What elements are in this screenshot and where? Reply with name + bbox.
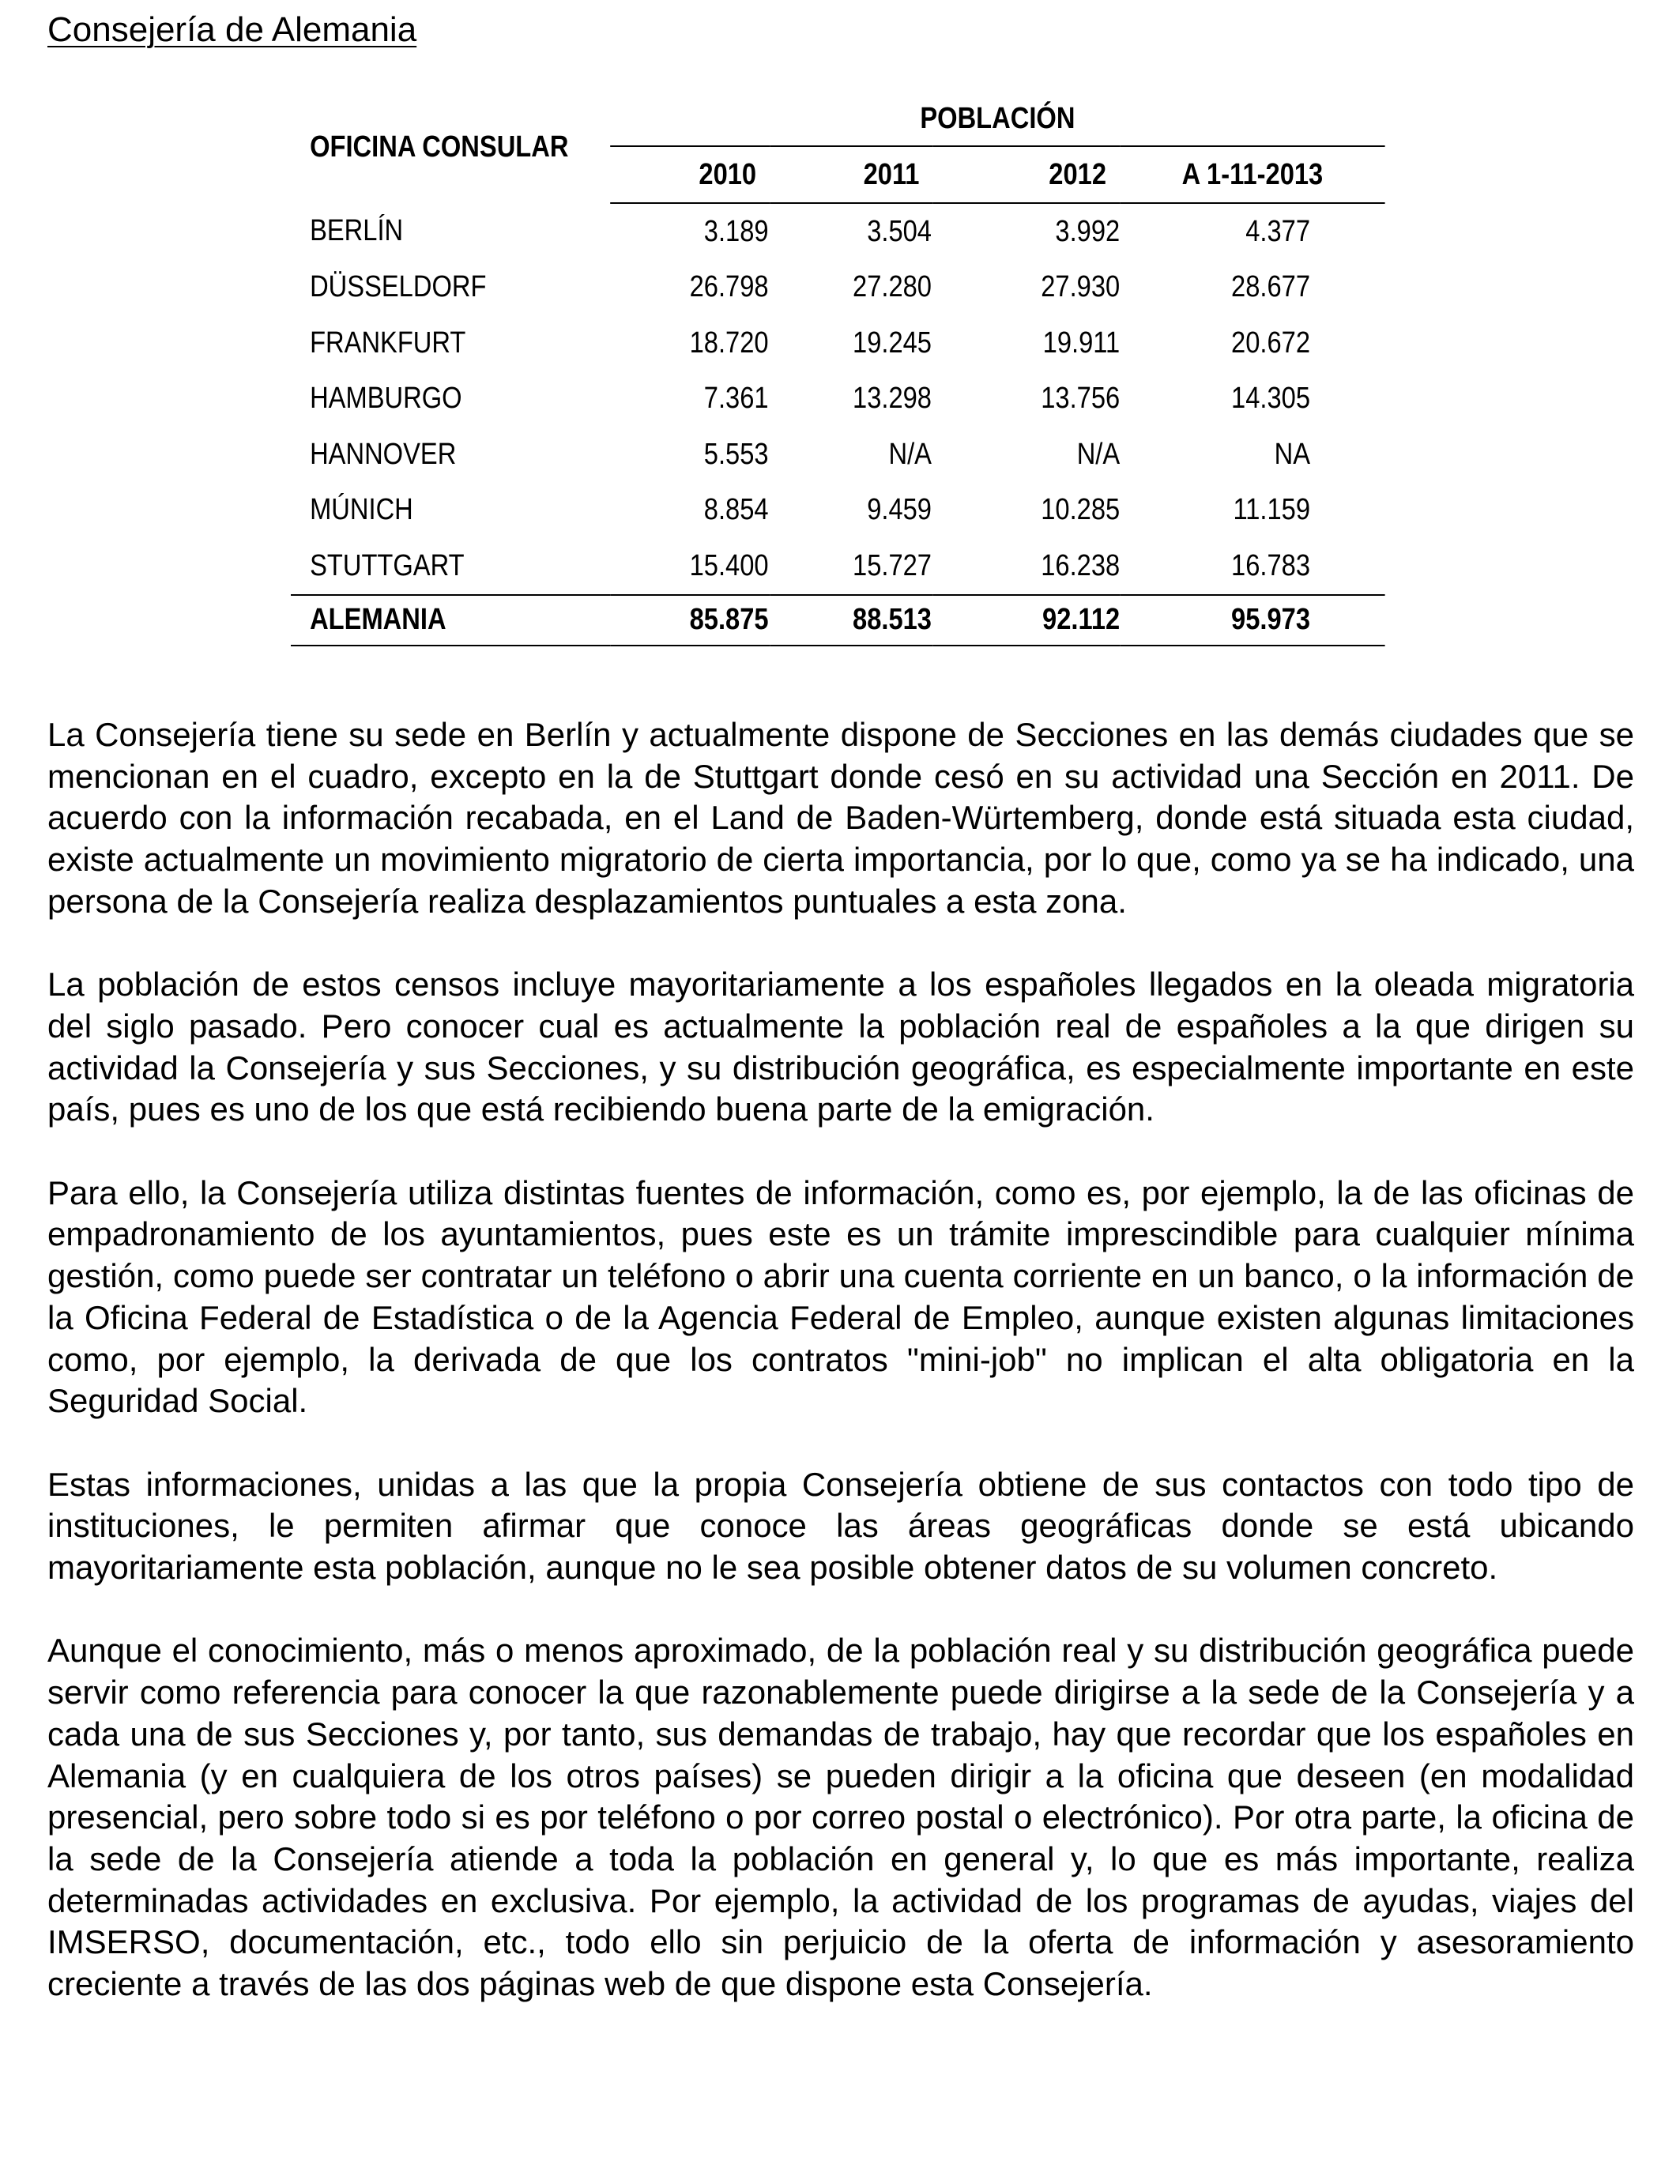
body-text: [47, 714, 1634, 2047]
population-table: [291, 92, 1385, 646]
table-row: [291, 315, 1385, 371]
paragraph: La Consejería tiene su sede en Berlín y actualmente dispone de Secciones en las demás ciudades que se mencionan en el cuadro, excepto en la de Stuttgart donde cesó en su actividad una Sección en 2011. De acuerdo con la información recabada, en el Land de Baden-Würtemberg, donde está situada esta ciudad, existe actualmente un movimiento migratorio de cierta importancia, por lo que, como ya se ha indicado, una persona de la Consejería realiza desplazamientos puntuales a esta zona.: [47, 716, 1634, 920]
population-value: 9.459: [867, 493, 932, 527]
total-value: 85.875: [610, 595, 770, 646]
population-value: 20.672: [1231, 326, 1310, 360]
population-value: 11.159: [1233, 493, 1310, 527]
population-value: 13.756: [1041, 382, 1121, 416]
population-value: 16.238: [1041, 548, 1121, 582]
total-value: 92.112: [933, 595, 1121, 646]
population-value: 14.305: [1231, 382, 1310, 416]
population-value: 10.285: [1041, 493, 1121, 527]
population-value: 27.930: [1041, 270, 1121, 304]
page-title: Consejería de Alemania: [47, 10, 417, 49]
population-value: 27.280: [853, 270, 932, 304]
population-value: 5.553: [703, 437, 769, 471]
office-name: BERLÍN: [310, 214, 404, 248]
population-group-header: POBLACIÓN: [610, 92, 1384, 146]
total-label: ALEMANIA: [291, 595, 610, 646]
year-header-2012: 2012: [933, 146, 1121, 203]
population-value: 4.377: [1245, 214, 1310, 248]
table-row: [291, 203, 1385, 260]
population-value: N/A: [1076, 437, 1121, 471]
population-value: 13.298: [853, 382, 932, 416]
total-value: 88.513: [770, 595, 932, 646]
population-value: 3.992: [1055, 214, 1121, 248]
table-row: [291, 483, 1385, 539]
table-row: [291, 538, 1385, 595]
total-value: 95.973: [1120, 595, 1384, 646]
office-name: DÜSSELDORF: [310, 270, 487, 304]
table-row: [291, 260, 1385, 316]
table-row: [291, 427, 1385, 483]
population-value: 18.720: [689, 326, 769, 360]
year-header-2010: 2010: [610, 146, 770, 203]
office-name: HANNOVER: [310, 437, 457, 471]
office-name: STUTTGART: [310, 548, 465, 582]
office-name: FRANKFURT: [310, 326, 466, 360]
population-value: 15.727: [853, 548, 932, 582]
office-name: MÚNICH: [310, 493, 413, 527]
population-value: 16.783: [1231, 548, 1310, 582]
population-value: 19.911: [1042, 326, 1121, 360]
population-value: 19.245: [853, 326, 932, 360]
table-row: [291, 371, 1385, 427]
total-row: [291, 595, 1385, 646]
year-header-2013: A 1-11-2013: [1120, 146, 1384, 203]
paragraph: Aunque el conocimiento, más o menos aproximado, de la población real y su distribución geográfica puede servir como referencia para conocer la que razonablemente puede dirigirse a la sede de la Consejería y a cada una de sus Secciones y, por tanto, sus demandas de trabajo, hay que recordar que los españoles en Alemania (y en cualquiera de los otros países) se pueden dirigir a la oficina que deseen (en modalidad presencial, pero sobre todo si es por teléfono o por correo postal o electrónico). Por otra parte, la oficina de la sede de la Consejería atiende a toda la población en general y, lo que es más importante, realiza determinadas actividades en exclusiva. Por ejemplo, la actividad de los programas de ayudas, viajes del IMSERSO, documentación, etc., todo ello sin perjuicio de la oferta de información y asesoramiento creciente a través de las dos páginas web de que dispone esta Consejería.: [47, 1632, 1634, 2003]
population-value: 7.361: [703, 382, 769, 416]
office-column-header: OFICINA CONSULAR: [310, 130, 569, 164]
population-value: N/A: [888, 437, 932, 471]
year-header-2011: 2011: [770, 146, 932, 203]
population-value: 26.798: [689, 270, 769, 304]
population-value: 3.504: [867, 214, 932, 248]
population-value: 8.854: [703, 493, 769, 527]
paragraph: La población de estos censos incluye mayoritariamente a los españoles llegados en la oleada migratoria del siglo pasado. Pero conocer cual es actualmente la población real de españoles a la que dirigen su actividad la Consejería y sus Secciones, y su distribución geográfica, es especialmente importante en este país, pues es uno de los que está recibiendo buena parte de la emigración.: [47, 966, 1634, 1128]
population-value: 3.189: [703, 214, 769, 248]
population-value: NA: [1274, 437, 1310, 471]
population-table-container: [291, 92, 1324, 646]
population-value: 15.400: [689, 548, 769, 582]
office-name: HAMBURGO: [310, 382, 462, 416]
population-value: 28.677: [1231, 270, 1310, 304]
paragraph: Estas informaciones, unidas a las que la propia Consejería obtiene de sus contactos con todo tipo de instituciones, le permiten afirmar que conoce las áreas geográficas donde se está ubicando mayoritariamente esta población, aunque no le sea posible obtener datos de su volumen concreto.: [47, 1465, 1634, 1587]
paragraph: Para ello, la Consejería utiliza distintas fuentes de información, como es, por ejemplo, la de las oficinas de empadronamiento de los ayuntamientos, pues este es un trámite imprescindible para cualquier mínima gestión, como puede ser contratar un teléfono o abrir una cuenta corriente en un banco, o la información de la Oficina Federal de Estadística o de la Agencia Federal de Empleo, aunque existen algunas limitaciones como, por ejemplo, la derivada de que los contratos "mini-job" no implican el alta obligatoria en la Seguridad Social.: [47, 1173, 1634, 1420]
